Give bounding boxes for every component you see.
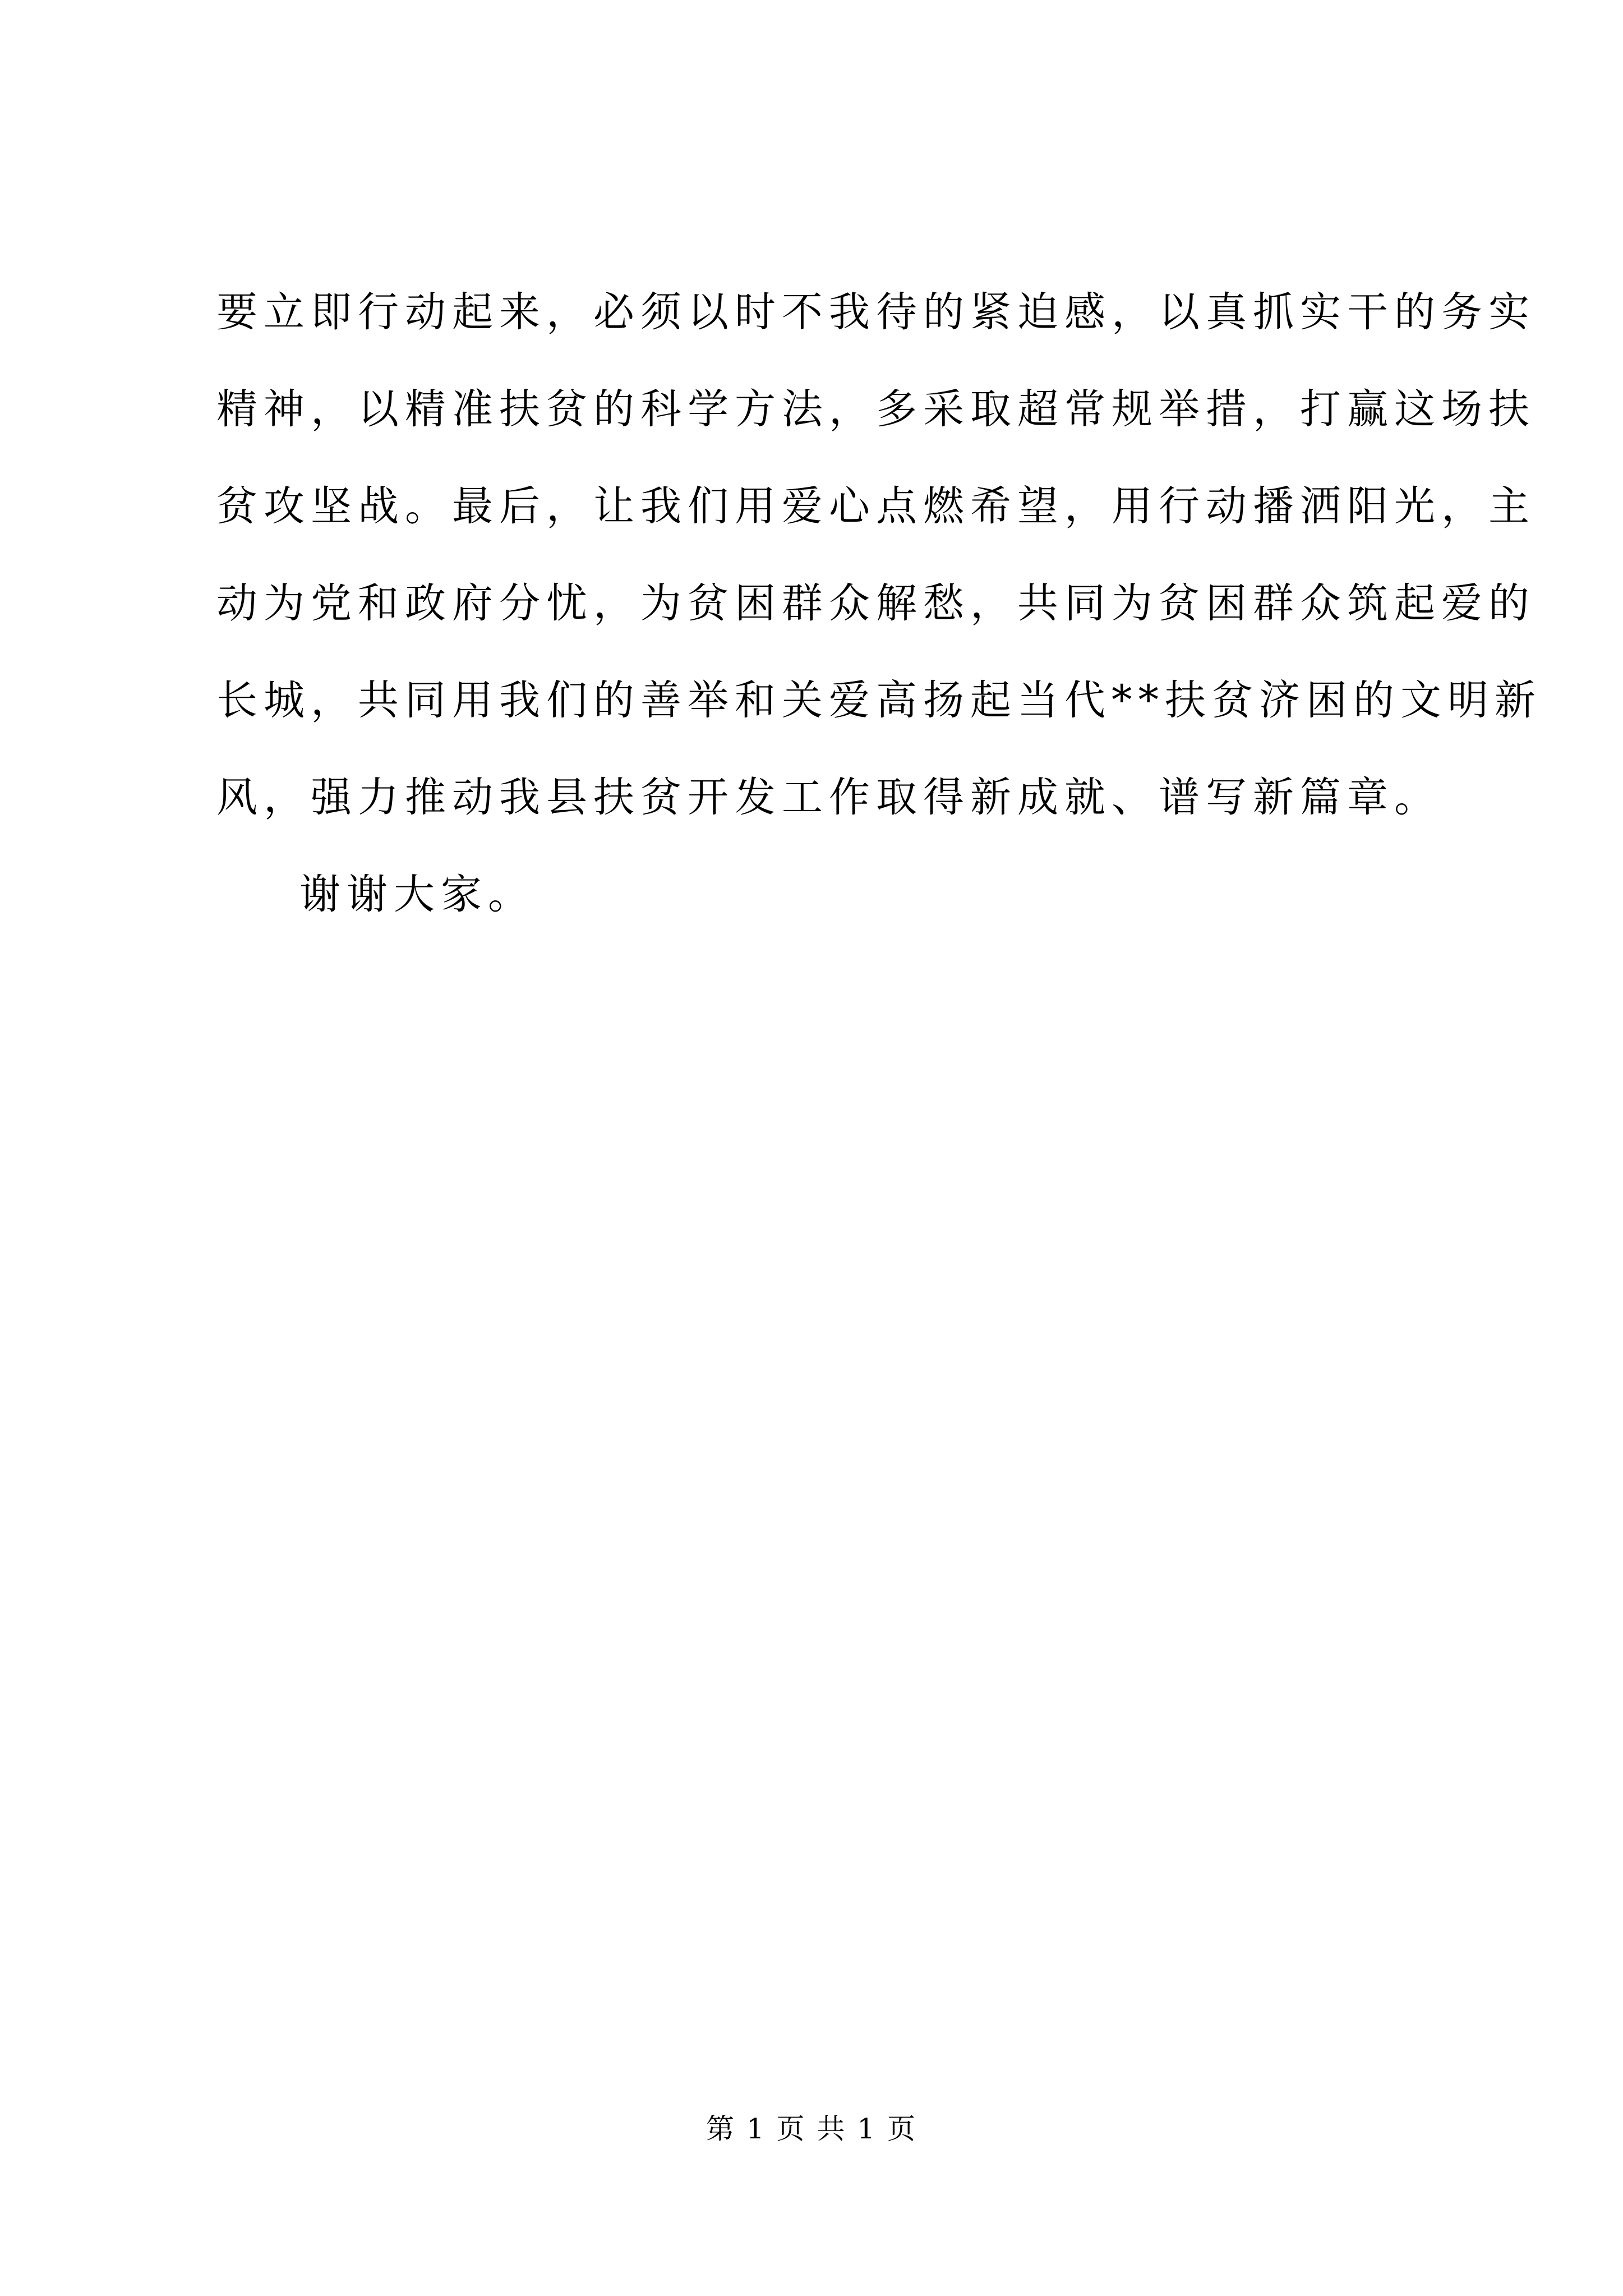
body-line: 风，强力推动我县扶贫开发工作取得新成就、谱写新篇章。 [216,774,1441,821]
body-line: 长城，共同用我们的善举和关爱高扬起当代**扶贫济困的文明新 [216,677,1542,724]
page-footer: 第 1 页 共 1 页 [706,2113,917,2145]
body-line: 动为党和政府分忧，为贫困群众解愁，共同为贫困群众筑起爱的 [216,579,1536,627]
closing-line: 谢谢大家。 [299,871,535,918]
body-line: 贫攻坚战。最后，让我们用爱心点燃希望，用行动播洒阳光，主 [216,482,1536,530]
body-line: 要立即行动起来，必须以时不我待的紧迫感，以真抓实干的务实 [216,288,1536,336]
body-line: 精神，以精准扶贫的科学方法，多采取超常规举措，打赢这场扶 [216,385,1536,433]
body-text [216,264,1542,943]
